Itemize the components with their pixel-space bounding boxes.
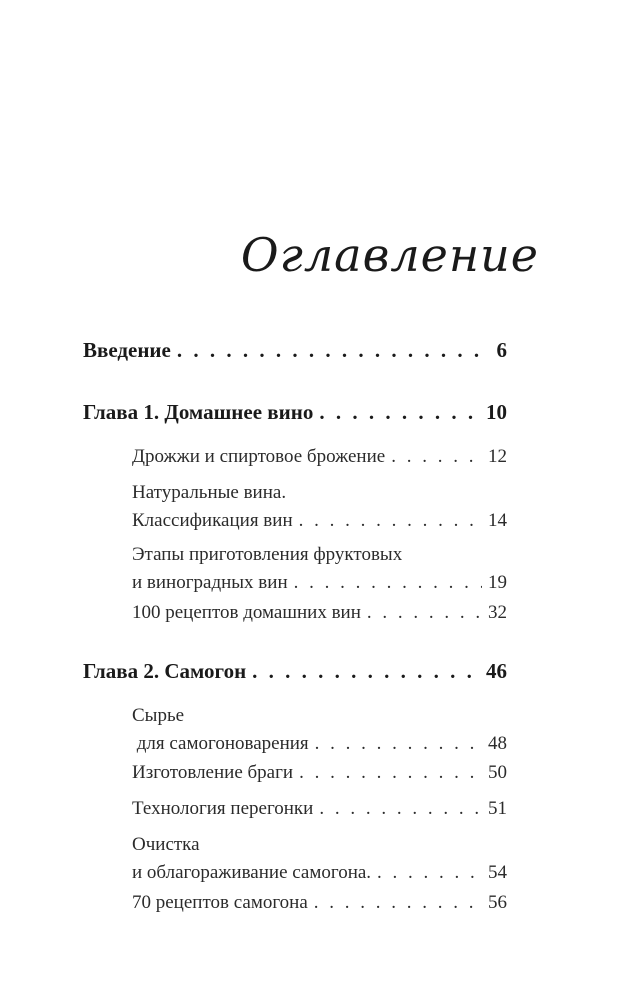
dot-leader: [319, 795, 482, 823]
toc-entry-chapter-1[interactable]: [83, 400, 507, 425]
toc-page-number: 10: [486, 400, 507, 424]
toc-entry-distillation[interactable]: [132, 795, 507, 823]
toc-entry-intro[interactable]: [83, 338, 507, 363]
dot-leader: [299, 759, 482, 787]
toc-entry-label: и облагораживание самогона.: [132, 862, 372, 883]
toc-entry-natural-wines[interactable]: [132, 479, 507, 535]
toc-page-number: 14: [488, 510, 507, 531]
toc-entry-purification[interactable]: [132, 831, 507, 887]
dot-leader: [367, 599, 482, 627]
toc-entry-label: 100 рецептов домашних вин: [132, 602, 361, 623]
toc-page-number: 54: [488, 862, 507, 883]
toc-page-number: 6: [496, 338, 507, 362]
page-title: Оглавление: [240, 228, 539, 282]
toc-page-number: 19: [488, 572, 507, 593]
toc-entry-label-line1: Этапы приготовления фруктовых: [132, 544, 403, 565]
toc-page-number: 50: [488, 762, 507, 783]
toc-entry-label-line1: Очистка: [132, 834, 200, 855]
toc-entry-label: Изготовление браги: [132, 762, 294, 783]
toc-entry-wine-recipes[interactable]: [132, 599, 507, 627]
toc-entry-label: Технология перегонки: [132, 798, 314, 819]
toc-page-number: 32: [488, 602, 507, 623]
dot-leader: [177, 338, 491, 363]
toc-entry-label: Глава 1. Домашнее вино: [83, 400, 314, 424]
toc-entry-yeast[interactable]: [132, 443, 507, 471]
dot-leader: [294, 569, 482, 597]
toc-entry-label: Классификация вин: [132, 510, 293, 531]
dot-leader: [319, 400, 480, 425]
dot-leader: [391, 443, 482, 471]
toc-entry-chapter-2[interactable]: [83, 659, 507, 684]
toc-entry-label: 70 рецептов самогона: [132, 892, 308, 913]
dot-leader: [315, 730, 482, 758]
toc-page-number: 56: [488, 892, 507, 913]
toc-entry-mash[interactable]: [132, 759, 507, 787]
toc-entry-raw-materials[interactable]: [132, 702, 507, 758]
toc-entry-preparation-stages[interactable]: [132, 541, 507, 597]
toc-entry-label: Дрожжи и спиртовое брожение: [132, 446, 386, 467]
dot-leader: [299, 507, 482, 535]
toc-entry-label: Введение: [83, 338, 171, 362]
dot-leader: [377, 859, 482, 887]
dot-leader: [314, 889, 482, 917]
toc-page-number: 46: [486, 659, 507, 683]
dot-leader: [252, 659, 480, 684]
toc-entry-label: и виноградных вин: [132, 572, 288, 593]
toc-entry-label-line1: Сырье: [132, 705, 185, 726]
toc-page-number: 51: [488, 798, 507, 819]
toc-page-number: 48: [488, 733, 507, 754]
toc-page-number: 12: [488, 446, 507, 467]
toc-entry-label: Глава 2. Самогон: [83, 659, 247, 683]
toc-entry-label-line1: Натуральные вина.: [132, 482, 287, 503]
toc-entry-label: для самогоноварения: [132, 733, 309, 754]
toc-entry-moonshine-recipes[interactable]: [132, 889, 507, 917]
